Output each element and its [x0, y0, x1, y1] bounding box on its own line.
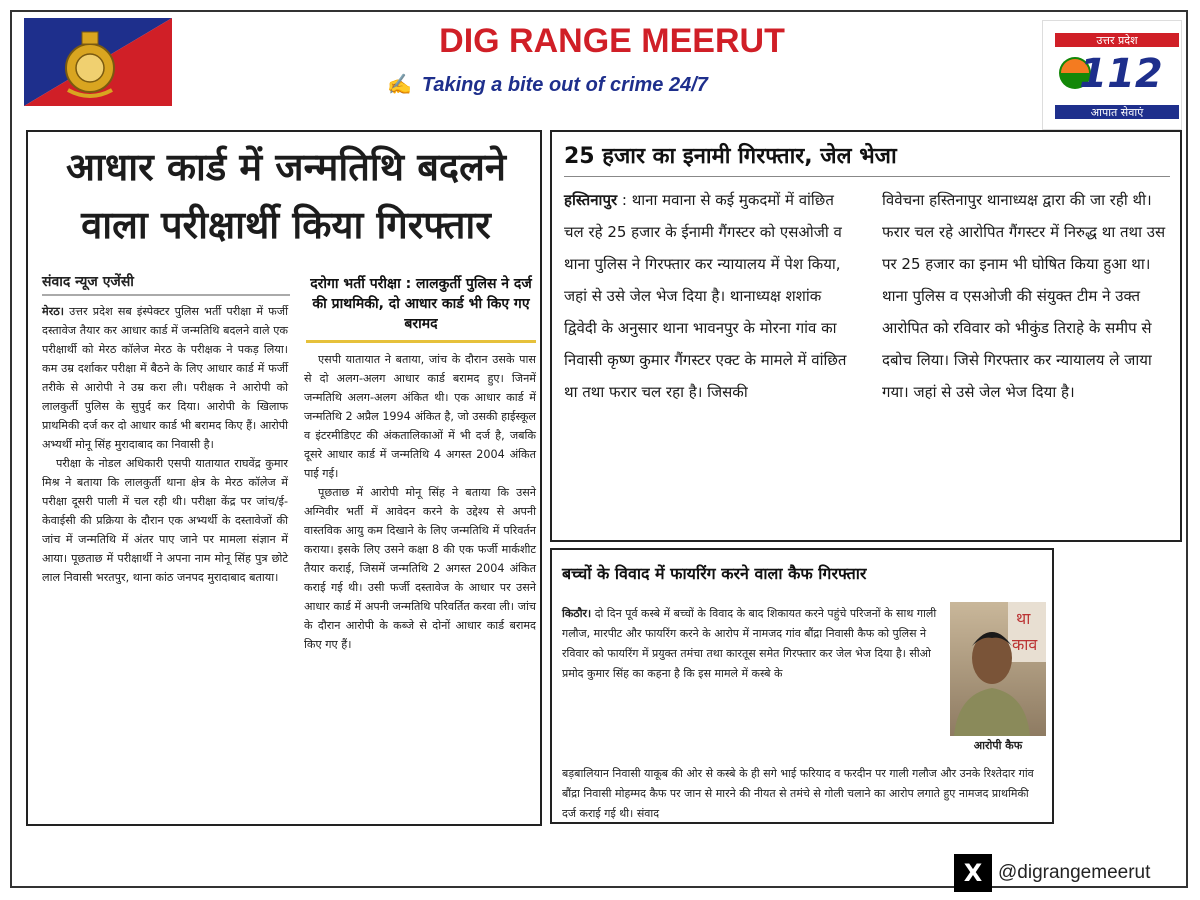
photo-bg-text-1: था — [1016, 609, 1031, 628]
page-title: DIG RANGE MEERUT — [439, 22, 785, 60]
article1-headline: आधार कार्ड में जन्मतिथि बदलने वाला परीक्षार्थी किया गिरफ्तार — [66, 144, 506, 247]
divider — [42, 294, 290, 296]
article1-col1-para2: परीक्षा के नोडल अधिकारी एसपी यातायात राघवेंद्र कुमार मिश्र ने बताया कि लालकुर्ती थाना क्षेत्र के मेरठ कॉलेज में परीक्षा दूसरी पाली में चल रही थी। परीक्षा केंद्र पर जांच/ई-केवाईसी की प्रक्रिया के दौरान एक अभ्यर्थी के दस्तावेजों की जांच में जन्मतिथि में अंतर पाए जाने पर मामला संज्ञान में आया। पूछताछ में परीक्षार्थी ने अपना नाम मोनू सिंह पुत्र छोटे लाल निवासी भरतपुर, थाना कांठ जनपद मुरादाबाद बताया। — [42, 457, 288, 584]
article3-text-top — [562, 604, 938, 684]
tagline-text: Taking a bite out of crime 24/7 — [421, 74, 708, 96]
article-aadhaar-dob — [26, 130, 542, 826]
article2-col1-text: : थाना मवाना से कई मुकदमों में वांछित चल रहे 25 हजार के ईनामी गैंगस्टर को एसओजी व थाना पुलिस ने गिरफ्तार कर न्यायालय में पेश किया, जहां से उसे जेल भेज दिया है। थानाध्यक्ष शशांक द्विवेदी के अनुसार थाना भावनपुर के मोरना गांव का निवासी कृष्ण कुमार गैंगस्टर एक्ट के मामले में वांछित था तथा फरार चल रहा है। जिसकी — [564, 191, 847, 401]
tagline — [387, 72, 847, 97]
emergency-112-icon — [1043, 21, 1181, 129]
divider — [564, 176, 1170, 177]
article-gangster-arrest — [550, 130, 1182, 542]
highlight-bar — [306, 340, 536, 343]
x-handle[interactable] — [954, 854, 1150, 892]
page-frame — [10, 10, 1188, 888]
article3-text-top-body: दो दिन पूर्व कस्बे में बच्चों के विवाद के बाद शिकायत करने पहुंचे परिजनों के साथ गाली गलौज, मारपीट और फायरिंग करने के आरोप में नामजद गांव बौंद्रा निवासी कैफ को पुलिस ने रविवार को फायरिंग में प्रयुक्त तमंचा तथा कारतूस समेत गिरफ्तार कर जेल भेज दिया है। सीओ प्रमोद कुमार सिंह का कहना है कि इस मामले में कस्बे के — [562, 607, 937, 680]
article1-subheadline: दरोगा भर्ती परीक्षा : लालकुर्ती पुलिस ने दर्ज की प्राथमिकी, दो आधार कार्ड भी किए गए बरामद — [310, 276, 532, 332]
x-logo-icon: X — [954, 854, 992, 892]
article2-column-1 — [564, 184, 856, 408]
photo-bg-text-2: काव — [1012, 635, 1038, 654]
article2-headline: 25 हजार का इनामी गिरफ्तार, जेल भेजा — [564, 144, 897, 169]
person-photo-icon — [950, 602, 1046, 736]
logo-number-text: 112 — [1079, 51, 1163, 97]
logo-service-text: आपात सेवाएं — [1090, 106, 1144, 119]
article1-dateline: मेरठ। — [42, 305, 65, 318]
up-police-emblem-icon — [24, 18, 172, 106]
article2-column-2: विवेचना हस्तिनापुर थानाध्यक्ष द्वारा की जा रही थी। फरार चल रहे आरोपित गैंगस्टर में निरुद्ध था तथा उस पर 25 हजार का इनाम भी घोषित किया हुआ था। थाना पुलिस व एसओजी की संयुक्त टीम ने उक्त आरोपित को रविवार को भीकुंड तिराहे के समीप से दबोच लिया। जिसे गिरफ्तार कर न्यायालय ले जाया गया। जहां से उसे जेल भेज दिया है। — [882, 191, 1166, 401]
article1-col2-para1: एसपी यातायात ने बताया, जांच के दौरान उसके पास से दो अलग-अलग आधार कार्ड बरामद हुए। जिनमें जन्मतिथि अलग-अलग अंकित थी। एक आधार कार्ड में जन्मतिथि 2 अप्रैल 1994 अंकित है, जो उसकी हाईस्कूल व इंटरमीडिएट की अंकतालिकाओं में भी दर्ज है, जबकि दूसरे आधार कार्ड में जन्मतिथि 4 अगस्त 2004 अंकित पाई गई। — [304, 353, 536, 480]
accused-photo — [950, 602, 1046, 736]
logo-state-text: उत्तर प्रदेश — [1096, 34, 1138, 47]
article1-column-2 — [304, 350, 536, 654]
photo-caption: आरोपी कैफ — [973, 739, 1023, 752]
article1-col1-para1: उत्तर प्रदेश सब इंस्पेक्टर पुलिस भर्ती परीक्षा में फर्जी दस्तावेज तैयार कर आधार कार्ड में जन्मतिथि बदलने वाले एक परीक्षार्थी को मेरठ कॉलेज मेरठ के परीक्षक ने पकड़ लिया। कम उम्र दर्शाकर परीक्षा में बैठने के लिए आधार कार्ड में फर्जी तरीके से आरोपी ने उम्र करा ली। परीक्षक ने आरोपी को लालकुर्ती पुलिस के सुपुर्द कर दिया। आरोपी के खिलाफ प्राथमिकी दर्ज कर दो आधार कार्ड भी बरामद किए हैं। आरोपी अभ्यर्थी मोनू सिंह मुरादाबाद का निवासी है। — [42, 305, 288, 451]
article3-headline: बच्चों के विवाद में फायरिंग करने वाला कैफ गिरफ्तार — [562, 564, 867, 583]
up-112-logo — [1042, 20, 1182, 130]
pen-icon: ✍ — [387, 74, 412, 96]
article3-dateline: किठौर। — [562, 607, 592, 620]
article1-column-1 — [42, 302, 288, 587]
article2-dateline: हस्तिनापुर — [564, 191, 618, 209]
article-firing-arrest — [550, 548, 1054, 824]
article1-agency: संवाद न्यूज एजेंसी — [42, 274, 134, 290]
article3-text-bottom: बड़बालियान निवासी याकूब की ओर से कस्बे के ही सगे भाई फरियाद व फरदीन पर गाली गलौज और उनके रिश्तेदार गांव बौंद्रा निवासी मोहम्मद कैफ पर जान से मारने की नीयत से तमंचे से गोली चलाने का आरोप लगाते हुए नामजद प्राथमिकी दर्ज कराई गई थी। संवाद — [562, 767, 1034, 820]
up-police-emblem — [24, 18, 172, 106]
header — [12, 12, 1186, 128]
x-handle-text[interactable]: @digrangemeerut — [998, 862, 1151, 883]
article1-col2-para2: पूछताछ में आरोपी मोनू सिंह ने बताया कि उसने अग्निवीर भर्ती में आवेदन करने के उद्देश्य से अपनी वास्तविक आयु कम दिखाने के लिए जन्मतिथि में परिवर्तन कराया। इसके लिए उसने कक्षा 8 की एक फर्जी मार्कशीट तैयार कराई, जिसमें जन्मतिथि 2 अगस्त 2004 अंकित कराई गई थी। उसी फर्जी दस्तावेज के आधार पर उसने आधार कार्ड में अपनी जन्मतिथि परिवर्तित करवा ली। जांच के दौरान आरोपी के कब्जे से दोनों आधार कार्ड बरामद किए गए हैं। — [304, 486, 536, 651]
